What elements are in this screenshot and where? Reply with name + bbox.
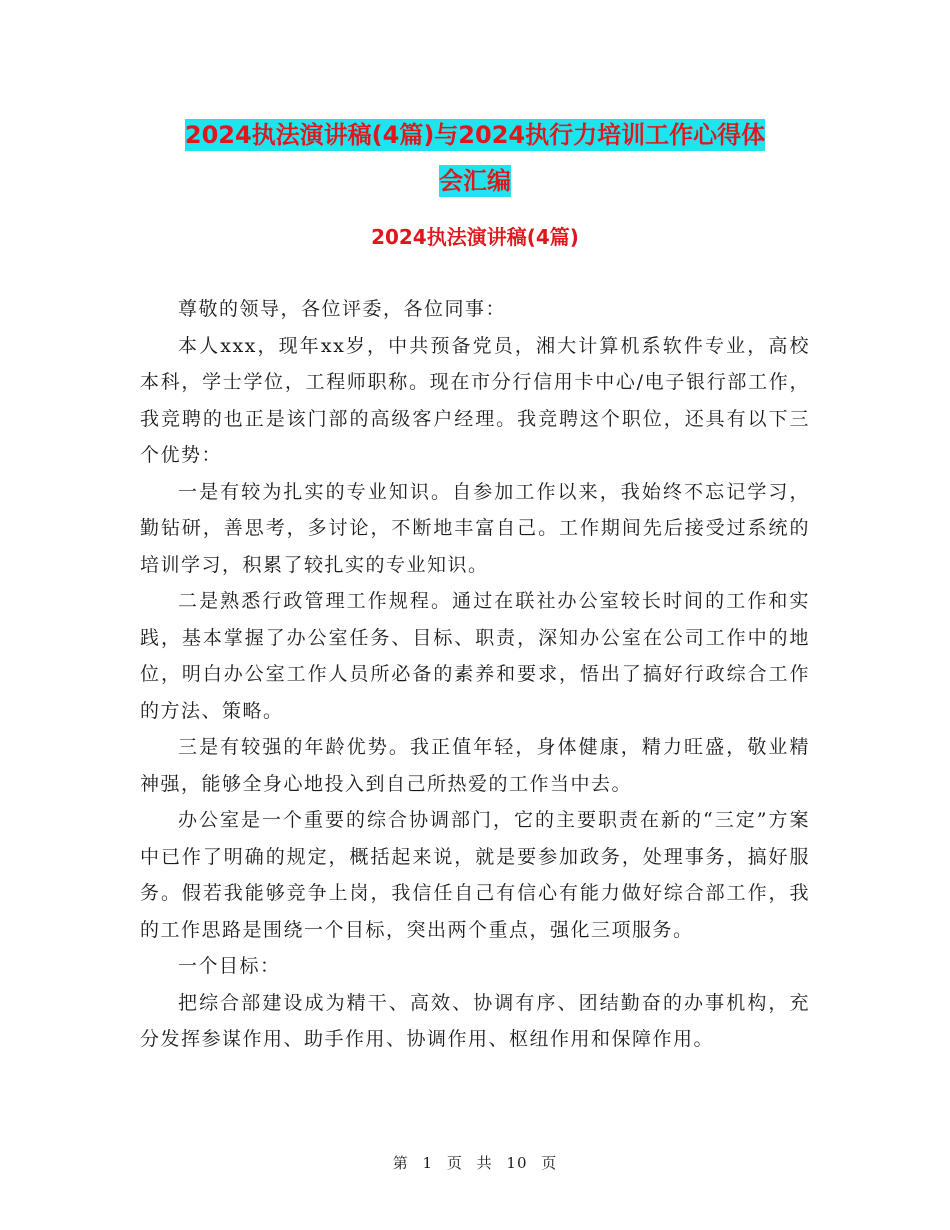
document-body xyxy=(140,291,810,1058)
paragraph-goal-heading: 一个目标： xyxy=(178,955,281,977)
footer-total-pages: 10 xyxy=(506,1154,528,1172)
footer-label-suffix: 页 xyxy=(541,1154,558,1172)
paragraph-office-role: 办公室是一个重要的综合协调部门，它的主要职责在新的“三定”方案中已作了明确的规定，概括起来说，就是要参加政务，处理事务，搞好服务。假若我能够竞争上岗，我信任自己有信心有能力做好综合部工作，我的工作思路是围绕一个目标，突出两个重点，强化三项服务。 xyxy=(140,809,810,941)
paragraph-salutation: 尊敬的领导，各位评委，各位同事： xyxy=(178,298,507,320)
footer-label-prefix: 第 xyxy=(392,1154,409,1172)
paragraph-advantage-2: 二是熟悉行政管理工作规程。通过在联社办公室较长时间的工作和实践，基本掌握了办公室任务、目标、职责，深知办公室在公司工作中的地位，明白办公室工作人员所必备的素养和要求，悟出了搞好行政综合工作的方法、策略。 xyxy=(140,590,810,722)
document-title-line-1: 2024执法演讲稿(4篇)与2024执行力培训工作心得体 xyxy=(184,121,766,149)
paragraph-advantage-1: 一是有较为扎实的专业知识。自参加工作以来，我始终不忘记学习，勤钻研，善思考，多讨论，不断地丰富自己。工作期间先后接受过系统的培训学习，积累了较扎实的专业知识。 xyxy=(140,480,810,576)
footer-current-page: 1 xyxy=(422,1154,434,1172)
document-title xyxy=(140,112,810,204)
paragraph-advantage-3: 三是有较强的年龄优势。我正值年轻，身体健康，精力旺盛，敬业精神强，能够全身心地投入到自己所热爱的工作当中去。 xyxy=(140,736,810,795)
document-title-line-2: 会汇编 xyxy=(439,167,511,195)
footer-label-mid: 页 xyxy=(446,1154,463,1172)
section-title: 2024执法演讲稿(4篇) xyxy=(371,225,579,249)
page-footer xyxy=(0,1152,950,1174)
footer-label-total-prefix: 共 xyxy=(476,1154,493,1172)
paragraph-goal-detail: 把综合部建设成为精干、高效、协调有序、团结勤奋的办事机构，充分发挥参谋作用、助手作用、协调作用、枢纽作用和保障作用。 xyxy=(140,991,810,1050)
paragraph-introduction: 本人xxx，现年xx岁，中共预备党员，湘大计算机系软件专业，高校本科，学士学位，工程师职称。现在市分行信用卡中心/电子银行部工作，我竞聘的也正是该门部的高级客户经理。我竞聘这个职位，还具有以下三个优势： xyxy=(140,334,810,466)
